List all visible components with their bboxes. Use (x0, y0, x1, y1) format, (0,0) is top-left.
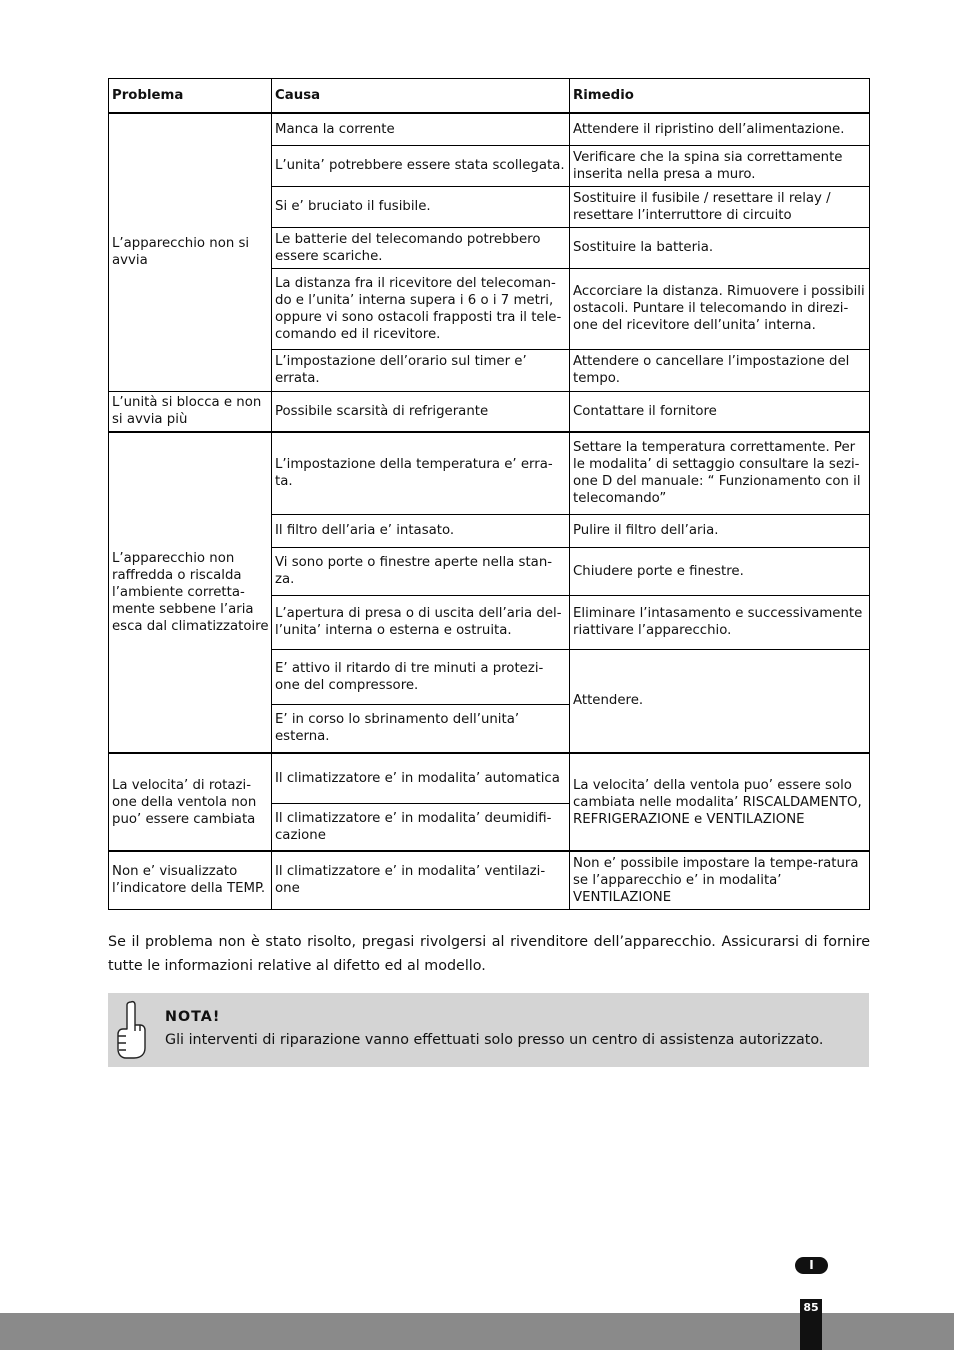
cause-cell: Manca la corrente (272, 113, 570, 145)
cause-cell: Il climatizzatore e’ in modalita’ deumidifi-cazione (272, 803, 570, 851)
cause-cell: La distanza fra il ricevitore del telecoman-do e l’unita’ interna supera i 6 o i 7 metri, oppure vi sono ostacoli frapposti tra il tele-comando ed il ricevitore. (272, 268, 570, 349)
cause-cell: Il filtro dell’aria e’ intasato. (272, 514, 570, 547)
remedy-cell: Eliminare l’intasamento e successivamente riattivare l’apparecchio. (570, 595, 870, 649)
remedy-cell: Accorciare la distanza. Rimuovere i possibili ostacoli. Puntare il telecomando in direzi-one del ricevitore dell’unita’ interna. (570, 268, 870, 349)
table-row (109, 113, 870, 145)
troubleshooting-table (108, 78, 870, 910)
note-title: NOTA! (165, 1009, 221, 1025)
note-text: Gli interventi di riparazione vanno effettuati solo presso un centro di assistenza autorizzato. (165, 1032, 824, 1048)
cause-cell: E’ attivo il ritardo di tre minuti a protezi-one del compressore. (272, 649, 570, 704)
remedy-cell: Non e’ possibile impostare la tempe-ratura se l’apparecchio e’ in modalita’ VENTILAZIONE (570, 851, 870, 909)
table-row (109, 391, 870, 432)
problem-cell: L’unità si blocca e non si avvia più (109, 391, 272, 432)
remedy-cell: Settare la temperatura correttamente. Per le modalita’ di settaggio consultare la sezi-one D del manuale: “ Funzionamento con il telecomando” (570, 432, 870, 514)
remedy-cell: Attendere il ripristino dell’alimentazione. (570, 113, 870, 145)
language-badge: I (795, 1257, 828, 1274)
cause-cell: Vi sono porte o finestre aperte nella stan-za. (272, 547, 570, 595)
remedy-cell: La velocita’ della ventola puo’ essere solo cambiata nelle modalita’ RISCALDAMENTO, REFRIGERAZIONE e VENTILAZIONE (570, 753, 870, 851)
cause-cell: Si e’ bruciato il fusibile. (272, 186, 570, 227)
cause-cell: Il climatizzatore e’ in modalita’ ventilazi-one (272, 851, 570, 909)
note-box (108, 993, 869, 1067)
cause-cell: Possibile scarsità di refrigerante (272, 391, 570, 432)
remedy-cell: Contattare il fornitore (570, 391, 870, 432)
problem-cell: La velocita’ di rotazi-one della ventola non puo’ essere cambiata (109, 753, 272, 851)
remedy-cell: Chiudere porte e finestre. (570, 547, 870, 595)
remedy-cell: Attendere o cancellare l’impostazione del tempo. (570, 349, 870, 391)
header-cause: Causa (272, 79, 570, 114)
remedy-cell: Verificare che la spina sia correttamente inserita nella presa a muro. (570, 145, 870, 186)
problem-cell: L’apparecchio non si avvia (109, 113, 272, 391)
page-number: 85 (800, 1299, 822, 1350)
cause-cell: L’impostazione della temperatura e’ erra-ta. (272, 432, 570, 514)
table-row (109, 851, 870, 909)
problem-cell: L’apparecchio non raffredda o riscalda l’ambiente corretta-mente sebbene l’aria esca dal climatizzatoire (109, 432, 272, 753)
cause-cell: L’impostazione dell’orario sul timer e’ errata. (272, 349, 570, 391)
table-row (109, 432, 870, 514)
remedy-cell: Attendere. (570, 649, 870, 753)
header-problem: Problema (109, 79, 272, 114)
table-row (109, 753, 870, 803)
remedy-cell: Sostituire il fusibile / resettare il relay / resettare l’interruttore di circuito (570, 186, 870, 227)
cause-cell: L’unita’ potrebbere essere stata scollegata. (272, 145, 570, 186)
cause-cell: E’ in corso lo sbrinamento dell’unita’ esterna. (272, 704, 570, 753)
header-remedy: Rimedio (570, 79, 870, 114)
remedy-cell: Pulire il filtro dell’aria. (570, 514, 870, 547)
problem-cell: Non e’ visualizzato l’indicatore della TEMP. (109, 851, 272, 909)
cause-cell: Il climatizzatore e’ in modalita’ automatica (272, 753, 570, 803)
cause-cell: Le batterie del telecomando potrebbero essere scariche. (272, 227, 570, 268)
closing-paragraph: Se il problema non è stato risolto, pregasi rivolgersi al rivenditore dell’apparecchio. Assicurarsi di fornire tutte le informazioni relative al difetto ed al modello. (108, 934, 870, 974)
pointing-hand-icon (112, 998, 152, 1064)
table-header-row (109, 79, 870, 114)
cause-cell: L’apertura di presa o di uscita dell’aria del-l’unita’ interna o esterna e ostruita. (272, 595, 570, 649)
remedy-cell: Sostituire la batteria. (570, 227, 870, 268)
